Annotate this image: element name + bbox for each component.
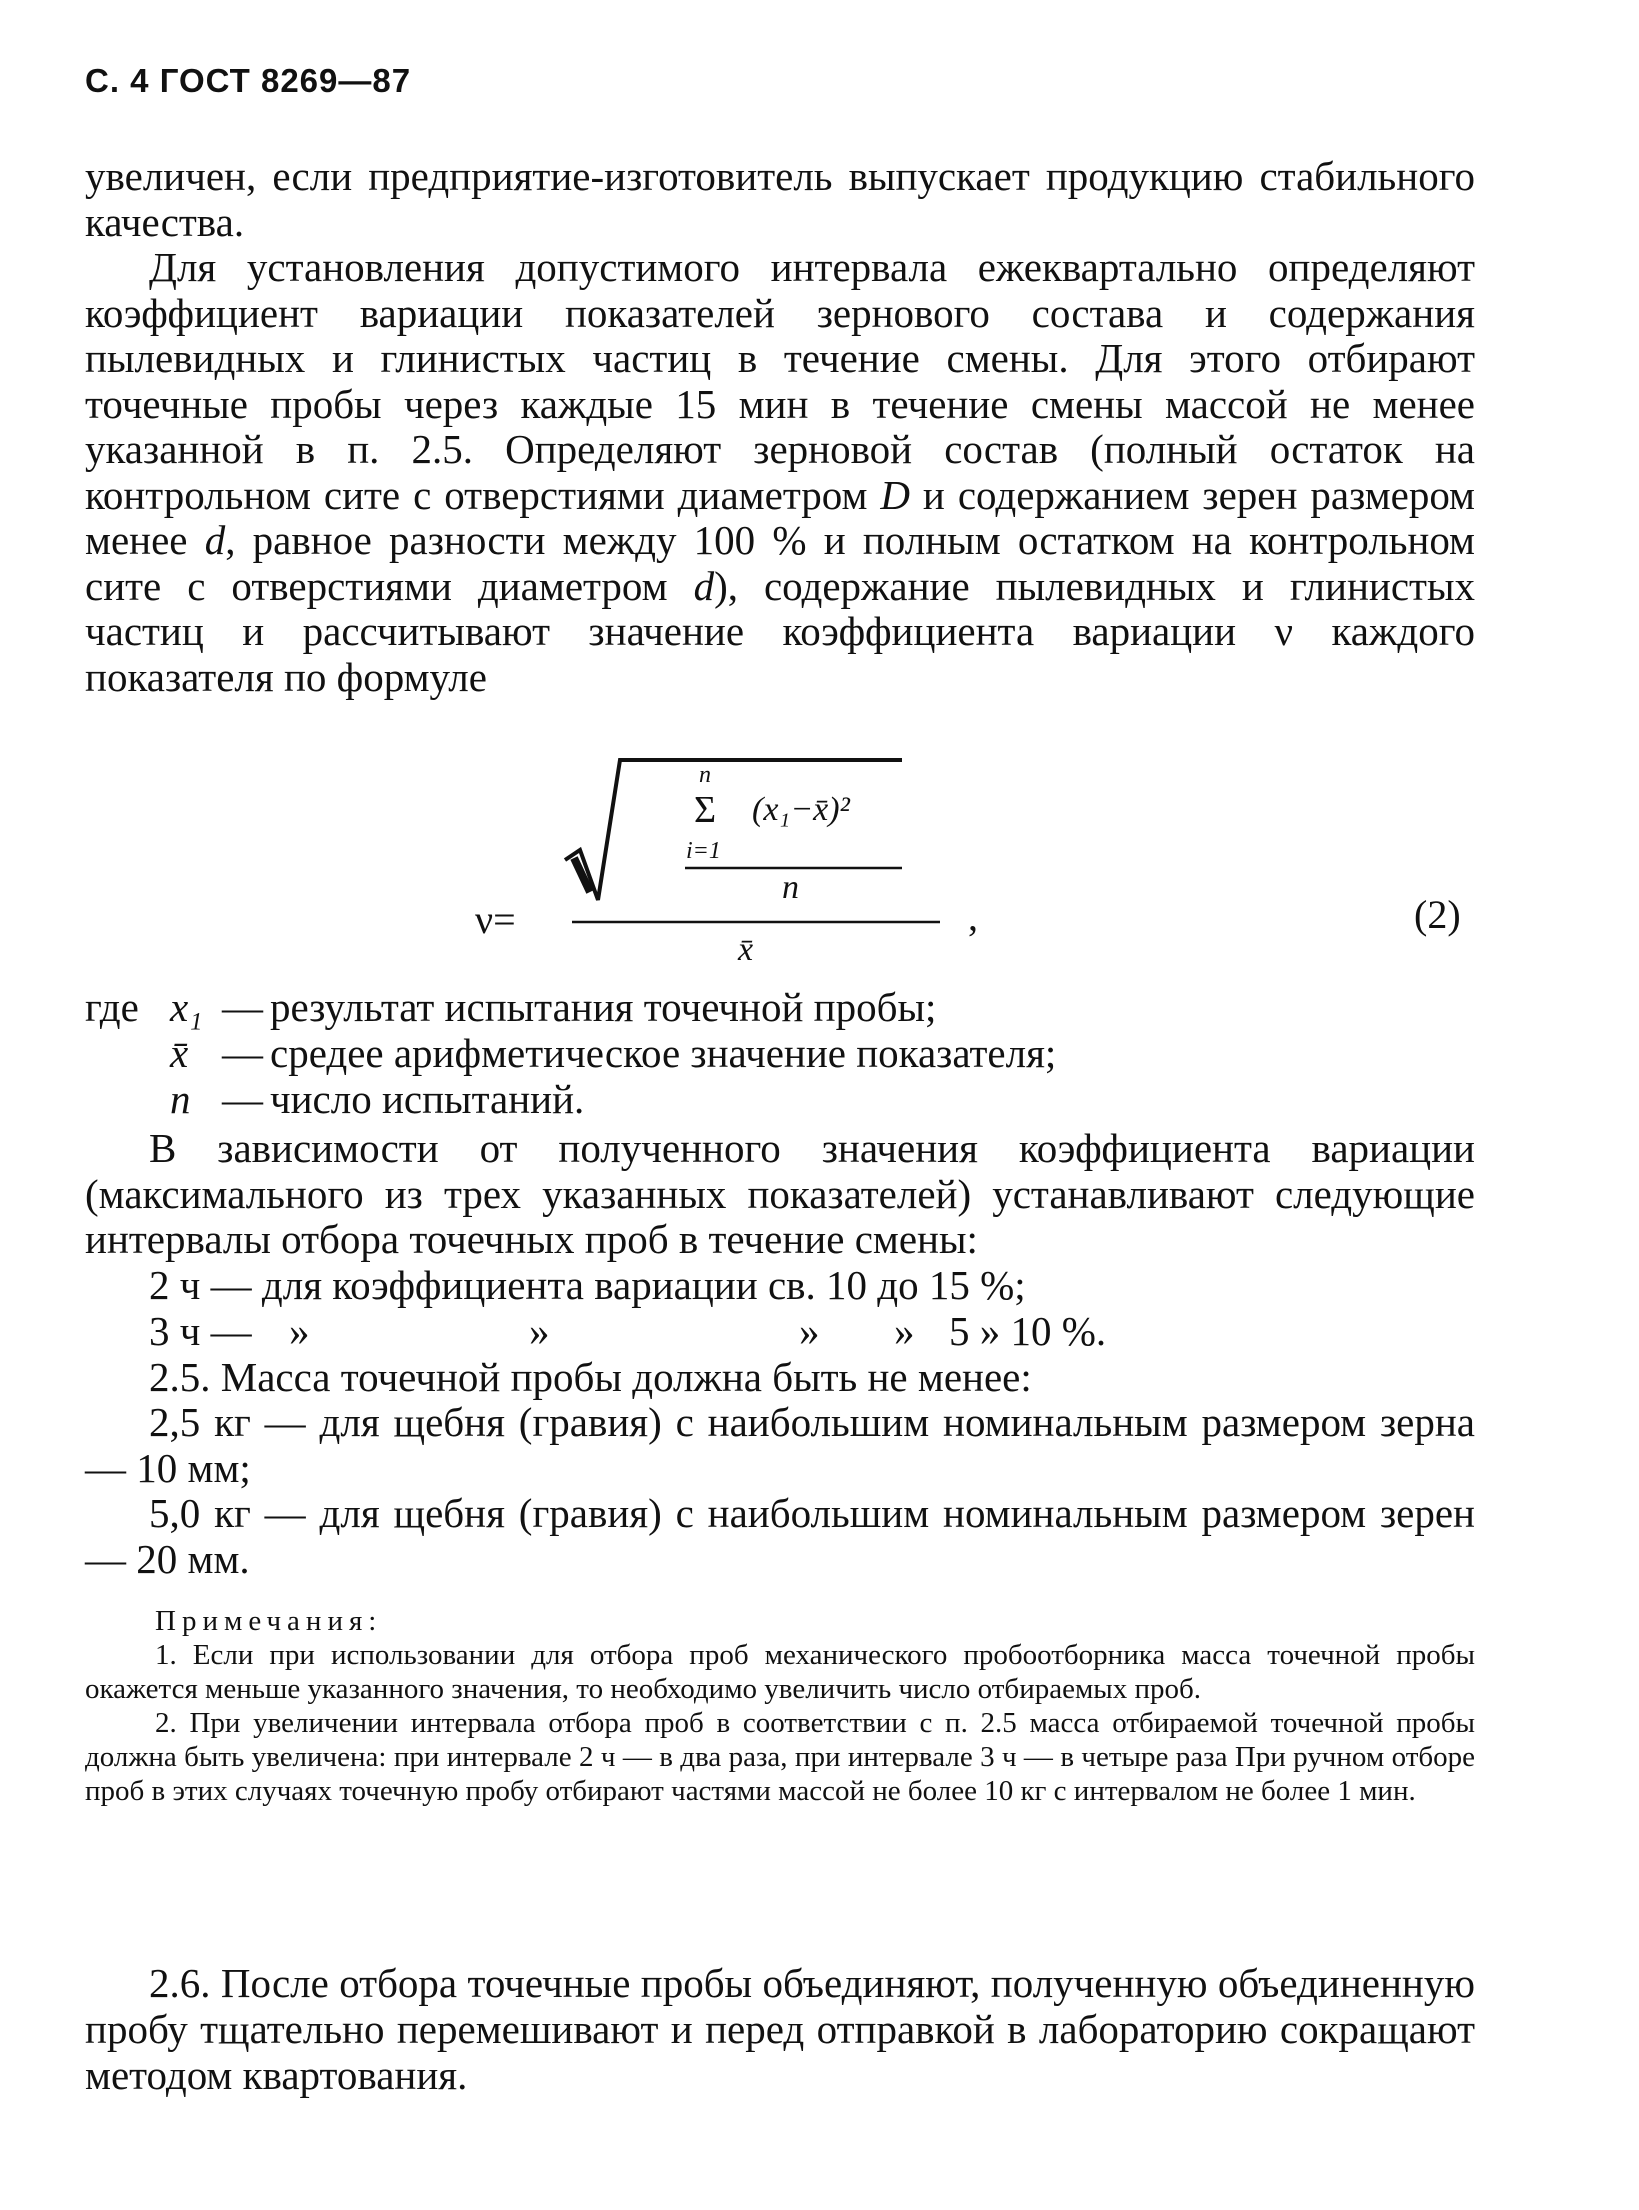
interval-row-2 — [85, 1309, 1475, 1355]
outer-denominator: x̄ — [738, 931, 754, 968]
where-dash: — — [222, 1076, 263, 1122]
paragraph-2-6: 2.6. После отбора точечные пробы объединяют, полученную объединенную пробу тщательно перемешивают и перед отправкой в лабораторию сокращают методом квартования. — [85, 1960, 1475, 2098]
paragraph-interval-text: Для установления допустимого интервала ежеквартально определяют коэффициент вариации показателей зернового состава и содержания пылевидных и глинистых частиц в течение смены. Для этого отбирают точечные пробы через каждые 15 мин в течение смены массой не менее указанной в п. 2.5. Определяют зерновой состав (полный остаток на контрольном сите с отверстиями диаметром — [85, 244, 1475, 518]
interval-row-1 — [85, 1263, 1475, 1309]
paragraph-2-5: 2.5. Масса точечной пробы должна быть не менее: — [149, 1353, 1032, 1400]
where-symbol: n — [170, 1076, 191, 1122]
paragraph-dependency: В зависимости от полученного значения коэффициента вариации (максимального из трех указанных показателей) устанавливают следующие интервалы отбора точечных проб в течение смены: — [85, 1125, 1475, 1262]
where-symbol: x₁ — [170, 984, 203, 1030]
where-text: результат испытания точечной пробы; — [270, 984, 937, 1030]
sum-upper: n — [699, 762, 711, 788]
where-dash: — — [222, 984, 263, 1030]
symbol-D: D — [880, 471, 910, 518]
where-row — [85, 985, 1475, 1031]
formula-lhs: ν= — [475, 897, 516, 942]
where-dash: — — [222, 1030, 263, 1076]
where-row — [85, 1077, 1475, 1123]
sum-sign: Σ — [694, 789, 717, 831]
interval-2-range: 5 » 10 %. — [949, 1307, 1107, 1354]
sum-lower: i=1 — [686, 838, 721, 864]
paragraph-2-5b: 5,0 кг — для щебня (гравия) с наибольшим номинальным размером зерен — 20 мм. — [85, 1490, 1475, 1582]
body-text — [85, 154, 1475, 700]
where-text: средее арифметическое значение показателя; — [270, 1030, 1057, 1076]
numerator-term: (x₁−x̄)² — [752, 791, 850, 828]
formula-comma: , — [968, 894, 978, 939]
ditto-mark: » — [289, 1307, 310, 1354]
paragraph-continued: увеличен, если предприятие-изготовитель выпускает продукцию стабильного качества. — [85, 153, 1475, 245]
paragraph-interval-mid2: , равное разности между 100 % и полным остатком на контрольном сите с отверстиями диаметром — [85, 517, 1475, 609]
paragraph-2-5a: 2,5 кг — для щебня (гравия) с наибольшим номинальным размером зерна — 10 мм; — [85, 1399, 1475, 1491]
interval-1-text: 2 ч — для коэффициента вариации св. 10 до 15 %; — [149, 1261, 1026, 1308]
symbol-d2: d — [693, 562, 715, 609]
symbol-d: d — [204, 517, 226, 563]
ditto-mark: » — [529, 1307, 550, 1354]
where-symbol: x̄ — [170, 1030, 189, 1076]
radical-sign — [565, 760, 902, 900]
intervals-block — [85, 1126, 1475, 1582]
final-block — [85, 1960, 1475, 2098]
formula-2 — [470, 750, 1470, 968]
interval-2-hours: 3 ч — — [149, 1307, 252, 1354]
note-2: 2. При увеличении интервала отбора проб в соответствии с п. 2.5 масса отбираемой точечной пробы должна быть увеличена: при интервале 2 ч — в два раза, при интервале 3 ч — в четыре раза При ручном отборе проб в этих случаях точечную пробу отбирают частями массой не более 10 кг с интервалом не более 1 мин. — [85, 1707, 1475, 1807]
note-1: 1. Если при использовании для отбора проб механического пробоотборника масса точечной пробы окажется меньше указанного значения, то необходимо увеличить число отбираемых проб. — [85, 1639, 1475, 1705]
paragraph-interval — [85, 245, 1475, 700]
paragraph-interval-mid: и содержанием зерен размером менее — [85, 471, 1475, 563]
where-text: число испытаний. — [270, 1076, 585, 1122]
where-row — [85, 1031, 1475, 1077]
where-lead: где — [85, 984, 139, 1030]
formula-svg — [470, 750, 1470, 968]
notes-block — [85, 1604, 1475, 1808]
where-block — [85, 985, 1475, 1123]
inner-denominator: n — [782, 869, 799, 906]
page-header: С. 4 ГОСТ 8269—87 — [85, 62, 412, 99]
formula-number: (2) — [1414, 892, 1461, 937]
ditto-mark: » — [799, 1307, 820, 1354]
notes-title: Примечания: — [155, 1605, 383, 1637]
ditto-mark: » — [894, 1307, 915, 1354]
paragraph-interval-end: ), содержание пылевидных и глинистых частиц и рассчитывают значение коэффициента вариации ν каждого показателя по формуле — [85, 562, 1475, 700]
